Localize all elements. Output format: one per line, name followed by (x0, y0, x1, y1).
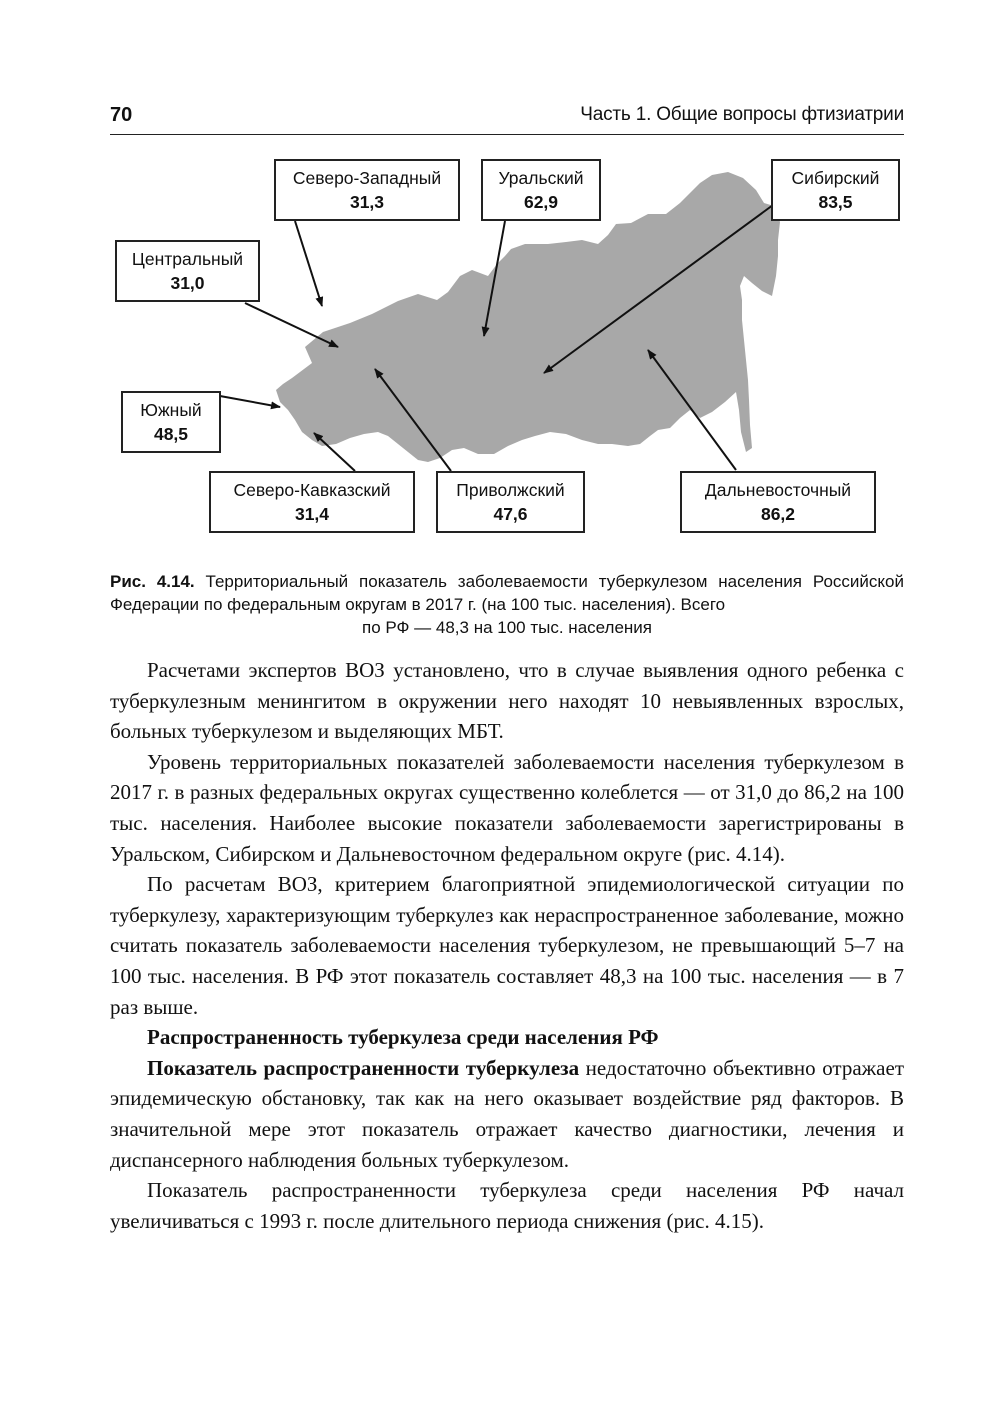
paragraph-4 (110, 1053, 904, 1175)
page-header (110, 100, 904, 135)
label-north-caucasus-value: 31,4 (294, 504, 330, 524)
label-volga (436, 471, 585, 533)
label-central-value: 31,0 (170, 273, 205, 293)
label-northwest-name: Северо-Западный (292, 168, 442, 188)
label-volga-value: 47,6 (493, 504, 528, 524)
label-southern-name: Южный (140, 400, 202, 420)
label-siberian-name: Сибирский (791, 168, 880, 188)
label-siberian-value: 83,5 (818, 192, 853, 212)
label-ural (481, 159, 601, 221)
figure-map (0, 150, 1000, 550)
running-head: Часть 1. Общие вопросы фтизиатрии (580, 104, 904, 125)
label-north-caucasus (209, 471, 415, 533)
paragraph-4-term: Показатель распространенности туберкулеза (147, 1055, 580, 1080)
label-southern-value: 48,5 (153, 424, 189, 444)
arrow-southern (220, 396, 280, 407)
label-southern (121, 391, 221, 453)
label-far-east-name: Дальневосточный (704, 480, 852, 500)
label-ural-value: 62,9 (523, 192, 559, 212)
paragraph-2: Уровень территориальных показателей заболеваемости населения туберкулезом в 2017 г. в разных федеральных округах существенно колеблется — от 31,0 до 86,2 на 100 тыс. населения. Наиболее высокие показатели заболеваемости зарегистрированы в Уральском, Сибирском и Дальневосточном федеральном округе (рис. 4.14). (110, 749, 904, 866)
label-central (115, 240, 260, 302)
page-number: 70 (110, 104, 133, 126)
arrow-northwest (295, 221, 322, 306)
label-volga-name: Приволжский (456, 480, 565, 500)
caption-number: Рис. 4.14. (110, 572, 195, 591)
caption-line-3: по РФ — 48,3 на 100 тыс. населения (361, 618, 652, 637)
figure-caption (110, 570, 904, 639)
arrow-central (245, 303, 338, 347)
label-north-caucasus-name: Северо-Кавказский (233, 480, 391, 500)
label-far-east-value: 86,2 (760, 504, 796, 524)
label-far-east (680, 471, 876, 533)
label-northwest-value: 31,3 (349, 192, 385, 212)
body-text (110, 655, 904, 1236)
label-ural-name: Уральский (498, 168, 584, 188)
paragraph-5: Показатель распространенности туберкулеза среди населения РФ начал увеличиваться с 1993 г. после длительного периода снижения (рис. 4.15). (110, 1178, 904, 1233)
label-central-name: Центральный (131, 249, 244, 269)
label-siberian (771, 159, 900, 221)
label-northwest (274, 159, 460, 221)
section-subheading: Распространенность туберкулеза среди населения РФ (147, 1025, 659, 1050)
paragraph-1: Расчетами экспертов ВОЗ установлено, что в случае выявления одного ребенка с туберкулезным менингитом в окружении него находят 10 невыявленных взрослых, больных туберкулезом и выделяющих МБТ. (110, 658, 904, 744)
caption-text: Территориальный показатель заболеваемости туберкулезом населения Российской Федерации по федеральным округам в 2017 г. (на 100 тыс. населения). Всего (110, 572, 904, 614)
paragraph-3: По расчетам ВОЗ, критерием благоприятной эпидемиологической ситуации по туберкулезу, характеризующим туберкулез как нераспространенное заболевание, можно считать показатель заболеваемости населения туберкулезом, не превышающий 5–7 на 100 тыс. населения. В РФ этот показатель составляет 48,3 на 100 тыс. населения — в 7 раз выше. (110, 872, 904, 1019)
paragraph-4-text: недостаточно объективно отражает эпидемическую обстановку, так как на него оказывает воздействие ряд факторов. В значительной мере этот показатель отражает качество диагностики, лечения и диспансерного наблюдения больных туберкулезом. (110, 1055, 905, 1172)
